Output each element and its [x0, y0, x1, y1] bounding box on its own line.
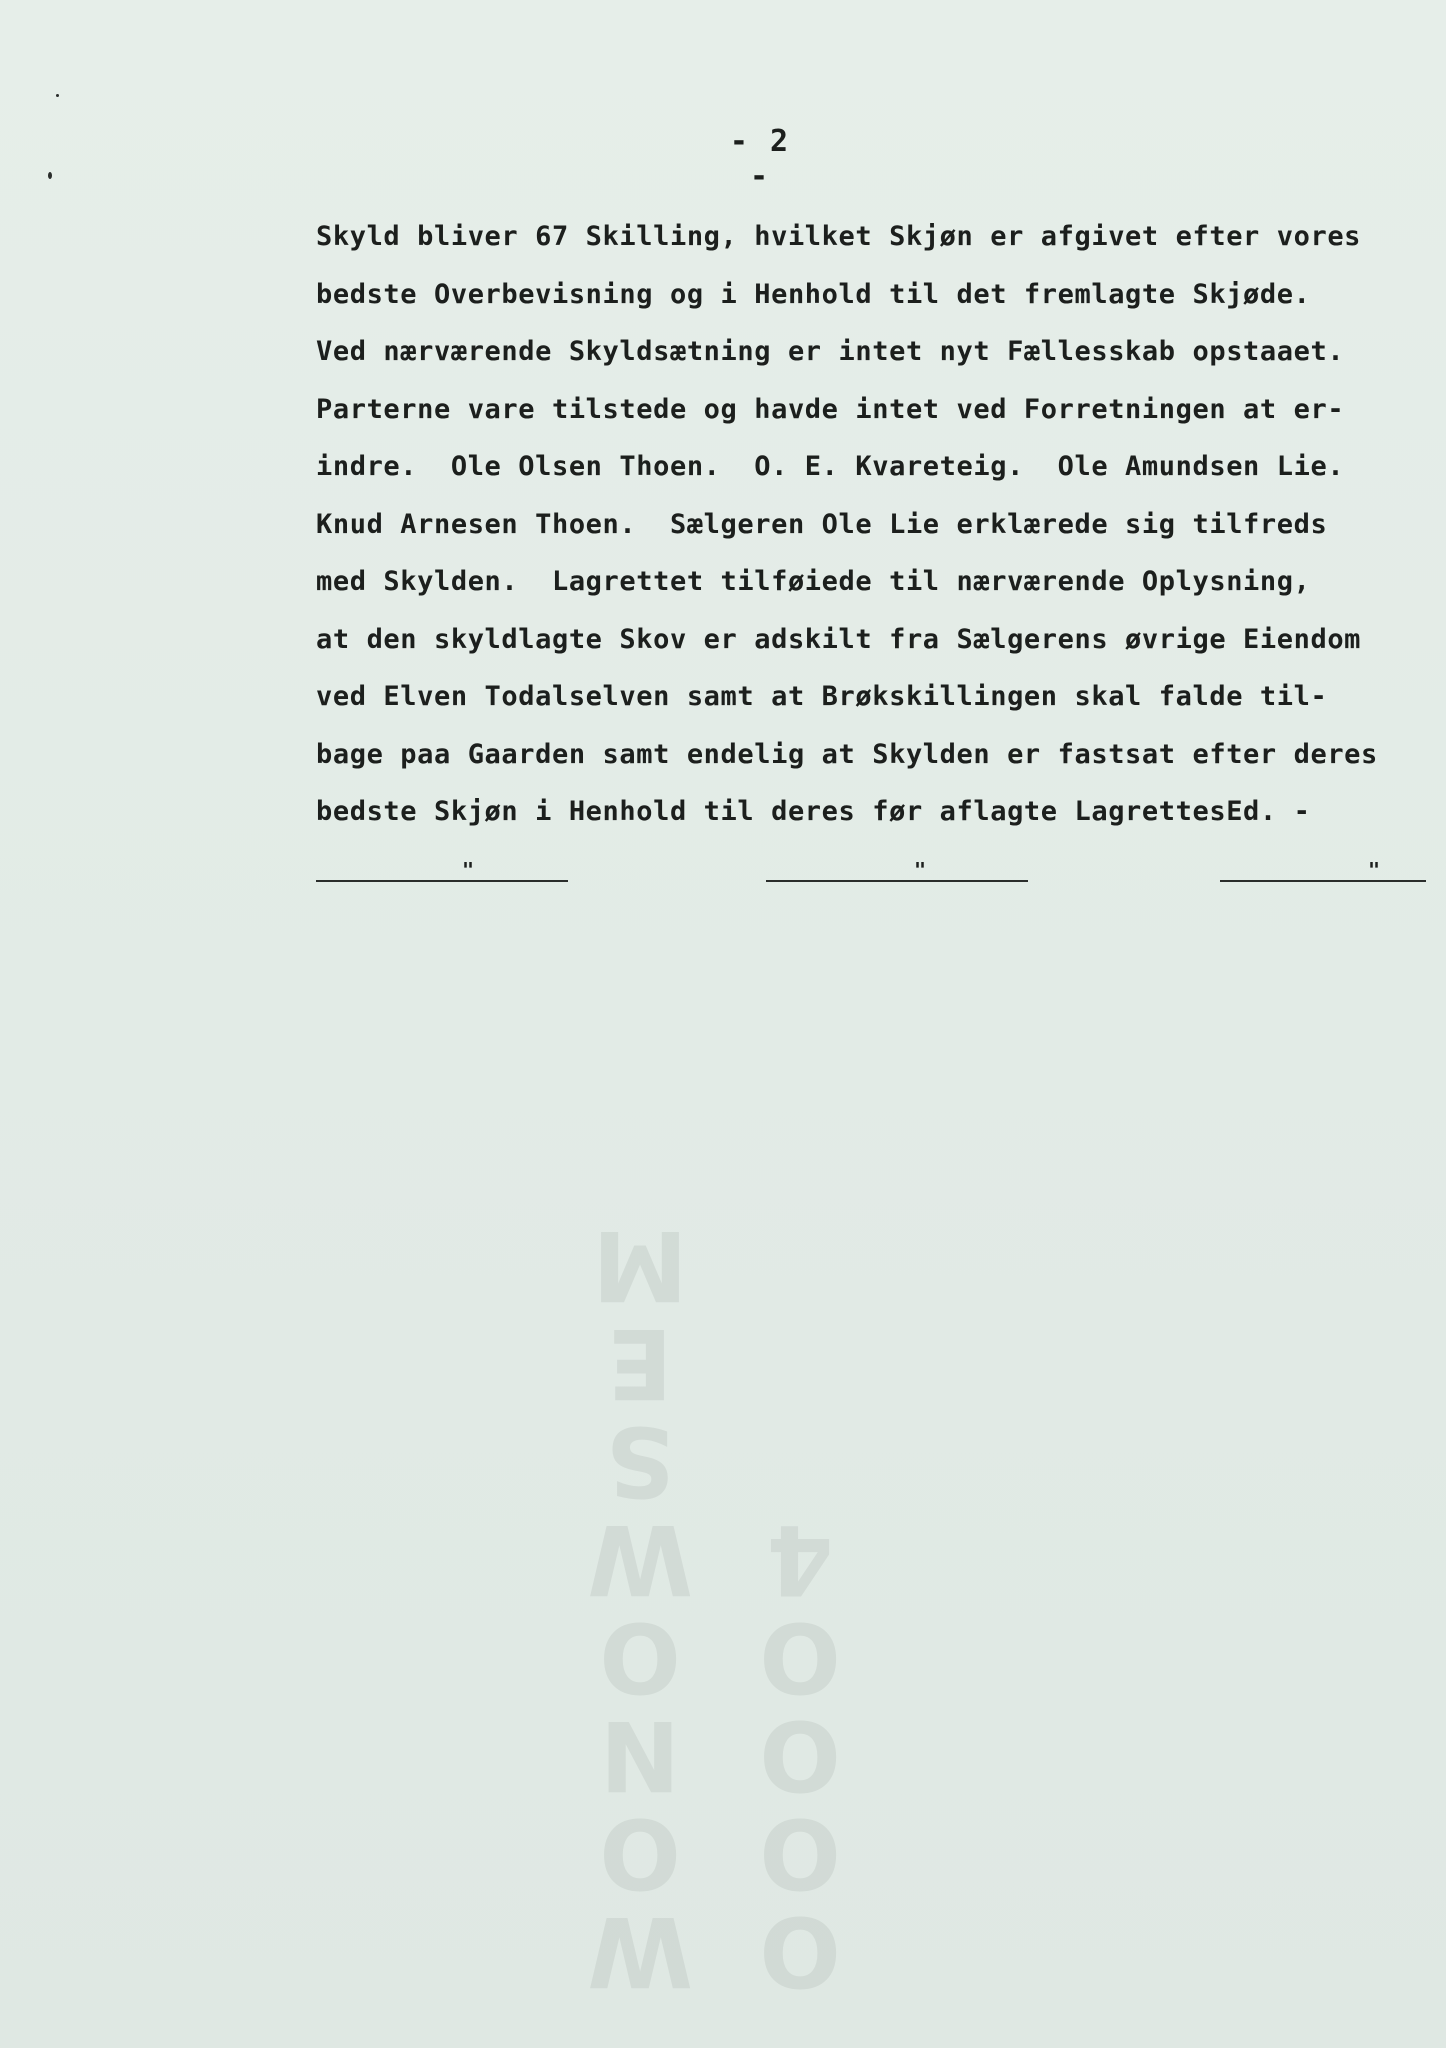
text-line: bage paa Gaarden samt endelig at Skylden er fastsat efter deres [316, 738, 1378, 770]
ditto-mark: " [914, 858, 927, 882]
text-line: at den skyldlagte Skov er adskilt fra Sælgerens øvrige Eiendom [316, 623, 1362, 655]
text-line: med Skylden. Lagrettet tilføiede til nærværende Oplysning, [316, 566, 1311, 597]
text-line: bedste Skjøn i Henhold til deres før aflagte LagrettesEd. - [316, 796, 1311, 827]
signature-rule [316, 880, 568, 882]
text-line: Skyld bliver 67 Skilling, hvilket Skjøn er afgivet efter vores [316, 221, 1362, 252]
scan-speck [48, 172, 52, 179]
document-body [316, 208, 1426, 841]
watermark-column-left: W O N O W S E M [587, 1209, 693, 2007]
scan-speck [56, 94, 59, 97]
signature-rule [766, 880, 1028, 882]
signature-lines [0, 858, 1446, 898]
text-line: bedste Overbevisning og i Henhold til det fremlagte Skjøde. [316, 278, 1311, 310]
ditto-mark: " [1368, 858, 1381, 882]
signature-line-2 [766, 858, 1028, 888]
signature-line-1 [316, 858, 568, 888]
watermark-column-right: O O O O 4 [759, 1503, 841, 2007]
signature-line-3 [1220, 858, 1426, 888]
text-line: Parterne vare tilstede og havde intet ved Forretningen at er- [316, 393, 1345, 425]
text-line: indre. Ole Olsen Thoen. O. E. Kvareteig. Ole Amundsen Lie. [316, 451, 1345, 482]
text-line: Knud Arnesen Thoen. Sælgeren Ole Lie erklærede sig tilfreds [316, 508, 1328, 540]
text-line: Ved nærværende Skyldsætning er intet nyt Fællesskab opstaaet. [316, 336, 1345, 367]
signature-rule [1220, 880, 1426, 882]
bleed-through-watermark [560, 820, 920, 2007]
ditto-mark: " [462, 858, 475, 882]
page-number: - 2 - [729, 124, 791, 194]
text-line: ved Elven Todalselven samt at Brøkskillingen skal falde til- [316, 681, 1328, 712]
